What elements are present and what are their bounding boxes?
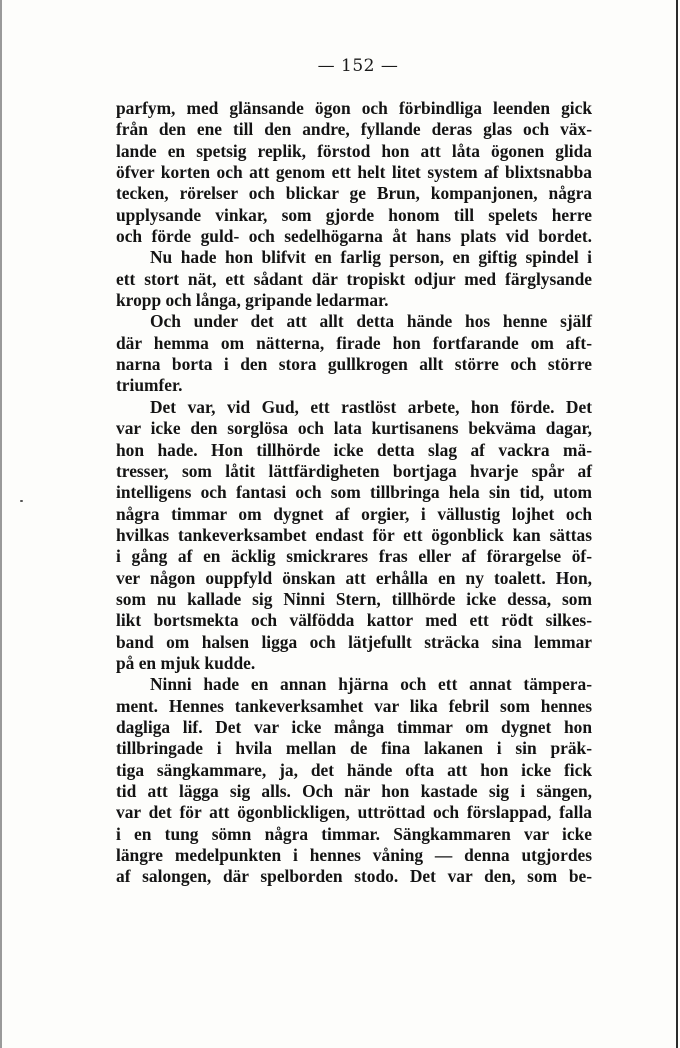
margin-speck <box>20 500 23 502</box>
text-line: tiga sängkammare, ja, det hände ofta att hon icke fick <box>116 759 592 780</box>
text-line: i gång af en äcklig smickrares fras eller af förargelse öf- <box>116 546 592 567</box>
text-line: några timmar om dygnet af orgier, i vällustig lojhet och <box>116 503 592 524</box>
text-line: lande en spetsig replik, förstod hon att låta ögonen glida <box>116 140 592 161</box>
page-number: — 152 — <box>317 56 399 76</box>
paragraph-last-line: på en mjuk kudde. <box>116 652 256 673</box>
text-line: i en tung sömn några timmar. Sängkammaren var icke <box>116 823 592 844</box>
paragraph-first-line: Ninni hade en annan hjärna och ett annat tämpera- <box>150 674 592 695</box>
text-line: ver någon ouppfyld önskan att erhålla en ny toalett. Hon, <box>116 567 592 588</box>
paragraph-first-line: Det var, vid Gud, ett rastlöst arbete, hon förde. Det <box>150 396 592 417</box>
text-line: där hemma om nätterna, firade hon fortfarande om aft- <box>116 332 592 353</box>
text-line: likt bortsmekta och välfödda kattor med ett rödt silkes- <box>116 610 592 631</box>
paragraph-first-line: Nu hade hon blifvit en farlig person, en giftig spindel i <box>150 247 592 268</box>
paragraph-first-line: Och under det att allt detta hände hos henne själf <box>150 311 592 332</box>
page-left-edge <box>0 0 2 1048</box>
text-line: från den ene till den andre, fyllande deras glas och väx- <box>116 119 592 140</box>
text-line: dagliga lif. Det var icke många timmar om dygnet hon <box>116 716 592 737</box>
body-text <box>116 98 592 888</box>
text-line: var det för att ögonblickligen, uttröttad och förslappad, falla <box>116 802 592 823</box>
text-line: hon hade. Hon tillhörde icke detta slag af vackra mä- <box>116 439 592 460</box>
text-line: hvilkas tankeverksambet endast för ett ögonblick kan sättas <box>116 524 592 545</box>
text-line: parfym, med glänsande ögon och förbindliga leenden gick <box>116 98 592 118</box>
text-line: som nu kallade sig Ninni Stern, tillhörde icke dessa, som <box>116 588 592 609</box>
text-line: af salongen, där spelborden stodo. Det var den, som be- <box>116 866 592 887</box>
text-line: ment. Hennes tankeverksamhet var lika febril som hennes <box>116 695 592 716</box>
text-line: var icke den sorglösa och lata kurtisanens bekväma dagar, <box>116 418 592 439</box>
text-line: och förde guld- och sedelhögarna åt hans plats vid bordet. <box>116 226 592 247</box>
text-line: tid att lägga sig alls. Och när hon kastade sig i sängen, <box>116 781 592 801</box>
text-line: tecken, rörelser och blickar ge Brun, kompanjonen, några <box>116 183 592 204</box>
text-line: öfver korten och att genom ett helt litet system af blixtsnabba <box>116 162 592 183</box>
page-right-edge <box>676 0 678 1048</box>
text-line: ett stort nät, ett sådant där tropiskt odjur med färglysande <box>116 268 592 289</box>
paragraph-last-line: triumfer. <box>116 375 183 396</box>
text-line: tresser, som låtit lättfärdigheten bortjaga hvarje spår af <box>116 460 592 481</box>
text-line: band om halsen ligga och lätjefullt sträcka sina lemmar <box>116 631 592 652</box>
paragraph-last-line: kropp och långa, gripande ledarmar. <box>116 290 389 311</box>
text-line: narna borta i den stora gullkrogen allt större och större <box>116 354 592 375</box>
text-line: intelligens och fantasi och som tillbringa hela sin tid, utom <box>116 482 592 503</box>
text-line: upplysande vinkar, som gjorde honom till spelets herre <box>116 204 592 225</box>
text-line: längre medelpunkten i hennes våning — denna utgjordes <box>116 845 592 866</box>
text-line: tillbringade i hvila mellan de fina lakanen i sin präk- <box>116 738 592 759</box>
